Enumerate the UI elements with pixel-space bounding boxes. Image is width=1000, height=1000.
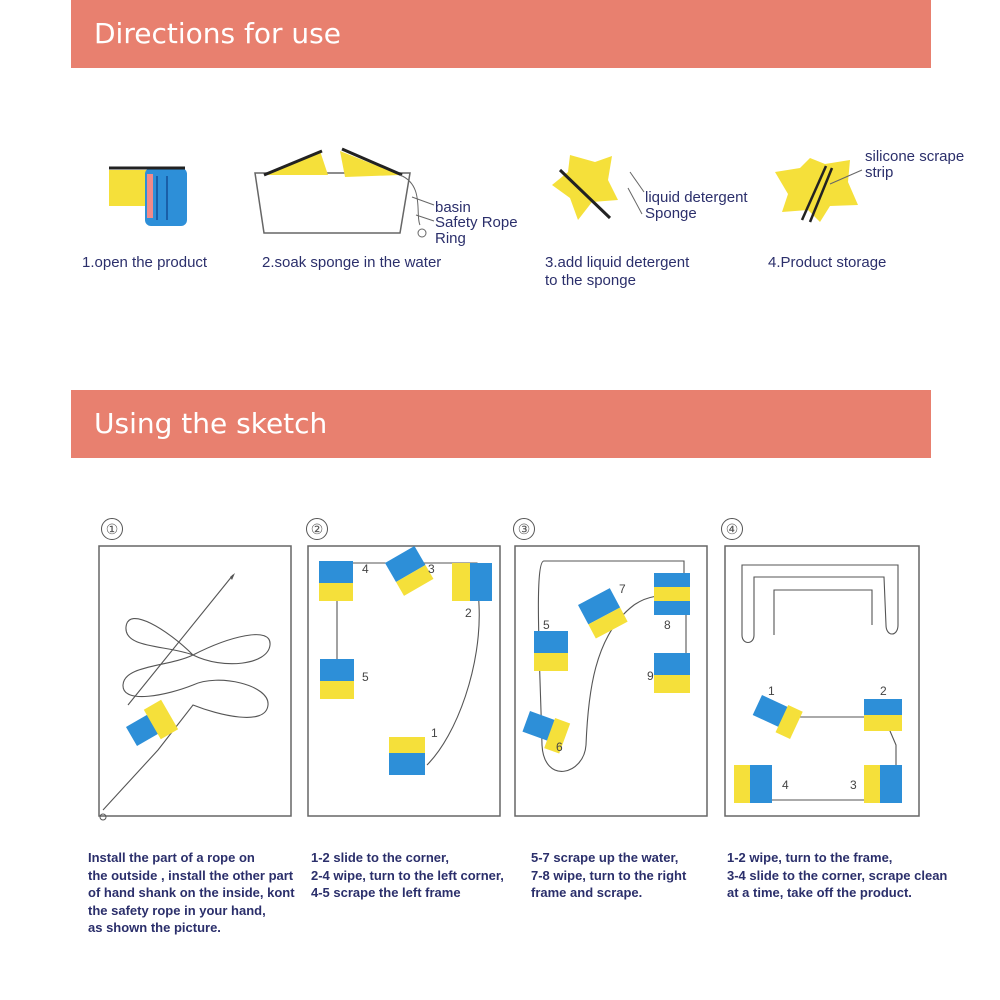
panel-4-caption: 1-2 wipe, turn to the frame, 3-4 slide to the corner, scrape clean at a time, take off the product. xyxy=(727,850,948,900)
p2-marker-1: 1 xyxy=(431,726,438,740)
callout-silicone-line2: strip xyxy=(865,164,894,181)
callout-sponge: Sponge xyxy=(645,205,697,222)
panel-3-caption: 5-7 scrape up the water, 7-8 wipe, turn to the right frame and scrape. xyxy=(531,850,687,900)
callout-silicone-line1: silicone scrape xyxy=(865,148,965,165)
open-product-illustration xyxy=(105,160,190,235)
p4-marker-4: 4 xyxy=(782,778,789,792)
storage-illustration xyxy=(770,150,870,230)
callout-ring: Ring xyxy=(435,230,466,247)
detergent-illustration xyxy=(550,150,650,225)
p3-marker-8: 8 xyxy=(664,618,671,632)
step-4-label: 4.Product storage xyxy=(768,254,887,271)
p3-marker-9: 9 xyxy=(647,669,654,683)
sponge-icon xyxy=(123,700,178,751)
step-1-label: 1.open the product xyxy=(82,254,208,271)
panel-1-caption: Install the part of a rope on the outside , install the other part of hand shank on the inside, kont the safety rope in your hand, as shown the picture. xyxy=(88,850,295,935)
step-3-label: 3.add liquid detergent to the sponge xyxy=(545,254,690,289)
p3-marker-7: 7 xyxy=(619,582,626,596)
panel-3-number: ③ xyxy=(513,518,535,540)
callout-safety-rope: Safety Rope xyxy=(435,214,518,231)
panel-1-sketch xyxy=(98,545,292,817)
p3-marker-6: 6 xyxy=(556,740,563,754)
p4-marker-2: 2 xyxy=(880,684,887,698)
p2-marker-5: 5 xyxy=(362,670,369,684)
callout-liquid-detergent: liquid detergent xyxy=(645,189,748,206)
section-banner-directions: Directions for use xyxy=(71,0,931,68)
panel-2-sketch xyxy=(307,545,501,817)
panel-3-sketch xyxy=(514,545,708,817)
p4-marker-1: 1 xyxy=(768,684,775,698)
p3-marker-5: 5 xyxy=(543,618,550,632)
callout-basin: basin xyxy=(435,199,471,216)
panel-1-number: ① xyxy=(101,518,123,540)
panel-4-sketch xyxy=(724,545,920,817)
panel-2-number: ② xyxy=(306,518,328,540)
panel-4-number: ④ xyxy=(721,518,743,540)
panel-2-caption: 1-2 slide to the corner, 2-4 wipe, turn to the left corner, 4-5 scrape the left frame xyxy=(311,850,504,900)
p2-marker-4: 4 xyxy=(362,562,369,576)
basin-illustration xyxy=(250,145,440,240)
section-banner-sketch: Using the sketch xyxy=(71,390,931,458)
p4-marker-3: 3 xyxy=(850,778,857,792)
p2-marker-3: 3 xyxy=(428,562,435,576)
step-2-label: 2.soak sponge in the water xyxy=(262,254,442,271)
p2-marker-2: 2 xyxy=(465,606,472,620)
